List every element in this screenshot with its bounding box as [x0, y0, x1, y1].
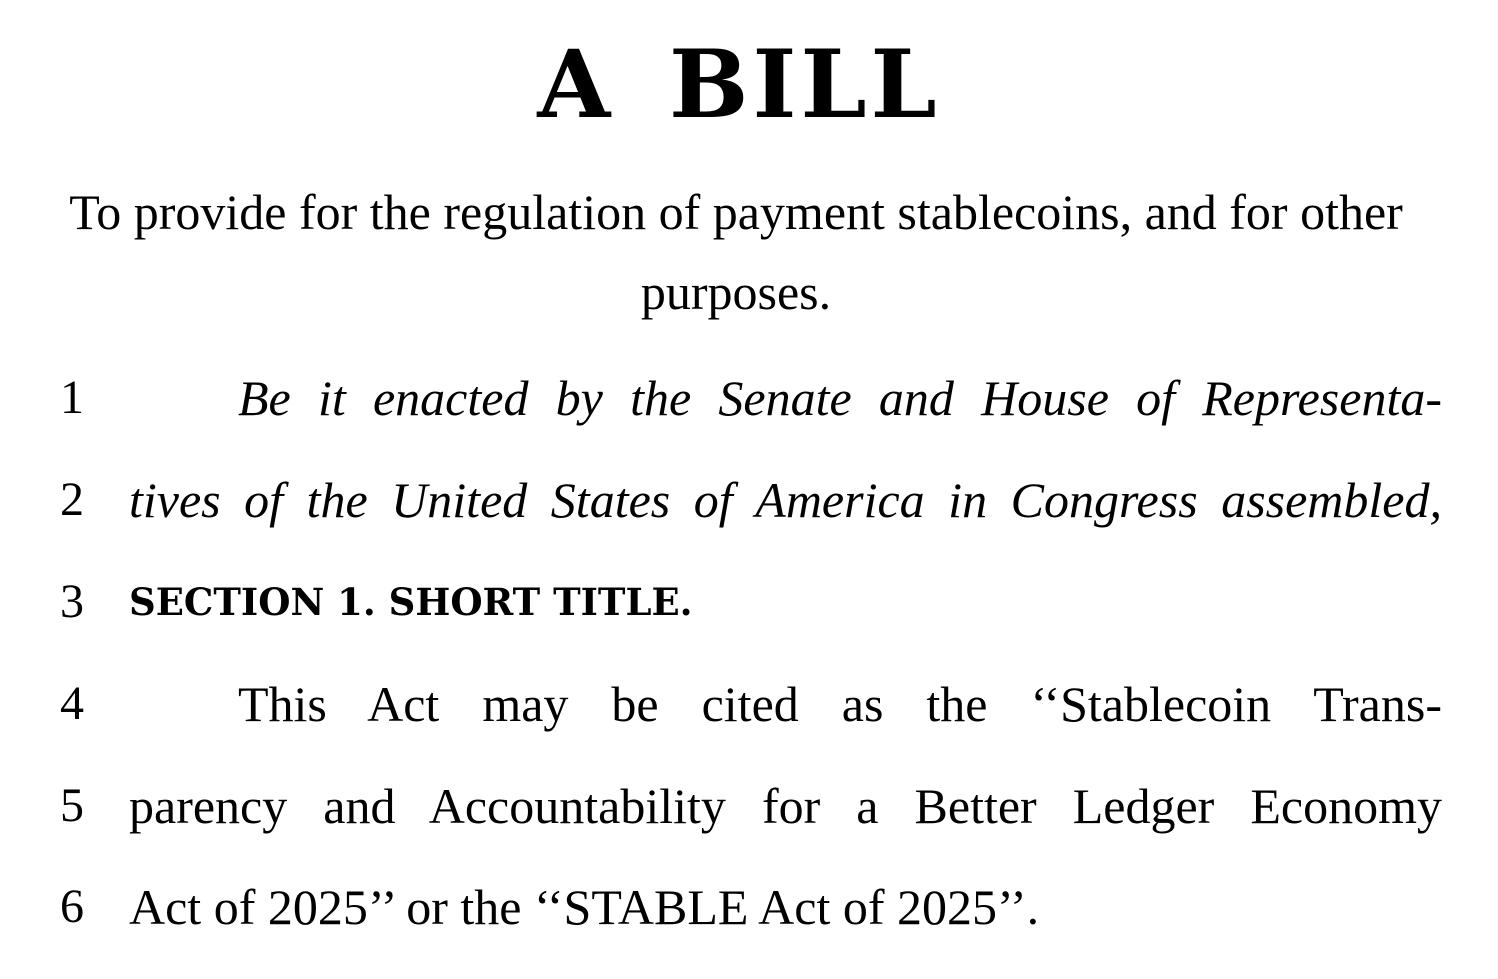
- line-number: 6: [60, 880, 84, 933]
- section-text: parency and Accountability for a Better Ledger Economy: [129, 778, 1442, 834]
- section-text: Act of 2025’’ or the ‘‘STABLE Act of 2025’’.: [129, 879, 1040, 935]
- line-number: 2: [60, 473, 84, 526]
- enacting-clause-text: tives of the United States of America in Congress assembled,: [129, 472, 1442, 528]
- bill-title: A BILL: [537, 30, 941, 140]
- bill-line-3: [0, 557, 1498, 647]
- line-number: 4: [60, 677, 84, 730]
- bill-line-2: [0, 455, 1498, 545]
- line-number: 5: [60, 779, 84, 832]
- bill-purpose: To provide for the regulation of payment stablecoins, and for other purposes.: [69, 184, 1403, 320]
- section-heading: SECTION 1. SHORT TITLE.: [129, 580, 693, 624]
- bill-line-1: [0, 353, 1498, 443]
- bill-line-5: [0, 761, 1498, 851]
- line-number: 1: [60, 371, 84, 424]
- line-number: 3: [60, 575, 84, 628]
- bill-line-6: [0, 862, 1498, 952]
- section-text: This Act may be cited as the ‘‘Stablecoin Trans-: [238, 676, 1442, 732]
- bill-line-4: [0, 659, 1498, 749]
- enacting-clause-text: Be it enacted by the Senate and House of Representa-: [238, 370, 1442, 426]
